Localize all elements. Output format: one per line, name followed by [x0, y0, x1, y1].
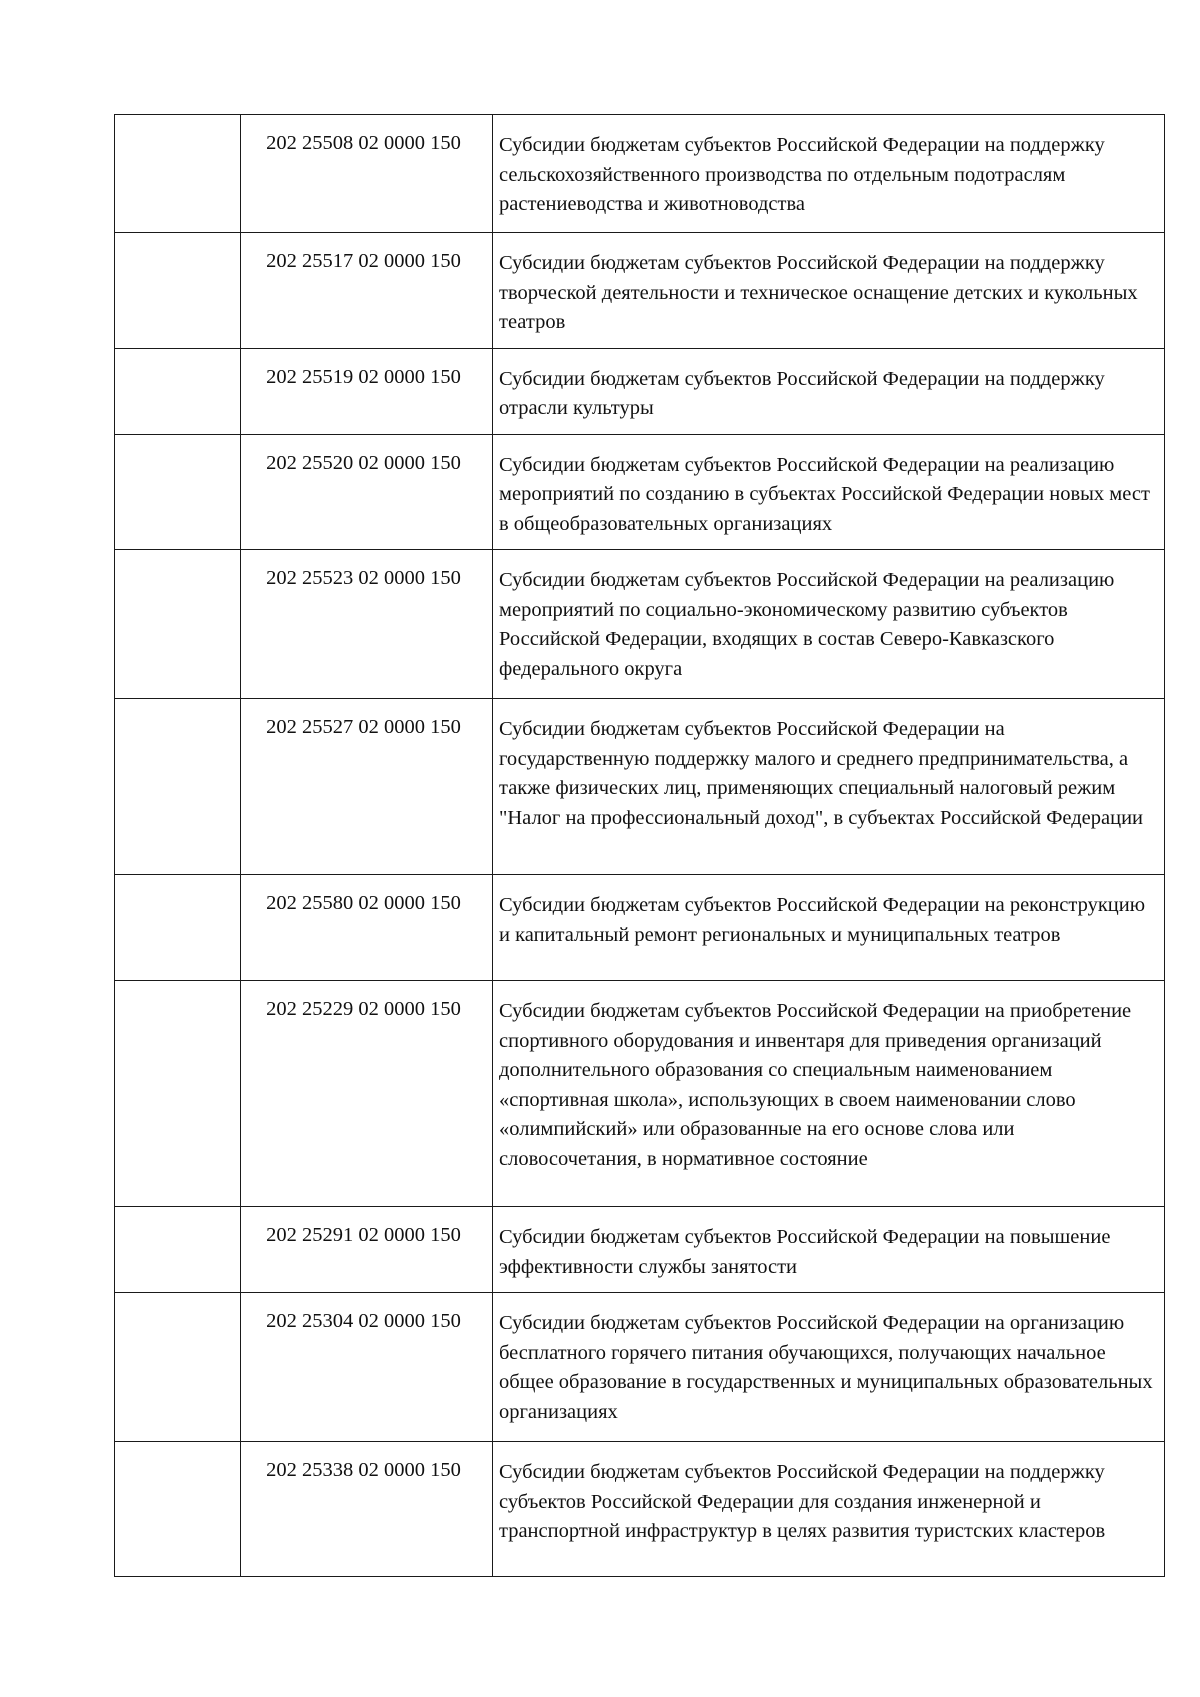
budget-code: 202 25229 02 0000 150 [241, 981, 493, 1207]
empty-cell [115, 233, 241, 349]
budget-code: 202 25508 02 0000 150 [241, 115, 493, 233]
budget-code: 202 25519 02 0000 150 [241, 348, 493, 434]
table-row [115, 981, 1165, 1207]
row-description: Субсидии бюджетам субъектов Российской Федерации на реконструкцию и капитальный ремонт региональных и муниципальных театров [493, 875, 1165, 981]
table-row [115, 348, 1165, 434]
table-row [115, 1207, 1165, 1293]
budget-code: 202 25517 02 0000 150 [241, 233, 493, 349]
table-row [115, 875, 1165, 981]
table-row [115, 115, 1165, 233]
table-body [115, 115, 1165, 1577]
empty-cell [115, 348, 241, 434]
budget-code: 202 25304 02 0000 150 [241, 1293, 493, 1442]
table-row [115, 699, 1165, 875]
empty-cell [115, 434, 241, 550]
budget-code: 202 25291 02 0000 150 [241, 1207, 493, 1293]
empty-cell [115, 875, 241, 981]
row-description: Субсидии бюджетам субъектов Российской Федерации на реализацию мероприятий по социально-экономическому развитию субъектов Российской Федерации, входящих в состав Северо-Кавказского федерального округа [493, 550, 1165, 699]
empty-cell [115, 550, 241, 699]
row-description: Субсидии бюджетам субъектов Российской Федерации на государственную поддержку малого и среднего предпринимательства, а также физических лиц, применяющих специальный налоговый режим "Налог на профессиональный доход", в субъектах Российской Федерации [493, 699, 1165, 875]
row-description: Субсидии бюджетам субъектов Российской Федерации на повышение эффективности службы занятости [493, 1207, 1165, 1293]
budget-code: 202 25338 02 0000 150 [241, 1442, 493, 1577]
row-description: Субсидии бюджетам субъектов Российской Федерации на поддержку субъектов Российской Федерации для создания инженерной и транспортной инфраструктур в целях развития туристских кластеров [493, 1442, 1165, 1577]
row-description: Субсидии бюджетам субъектов Российской Федерации на поддержку сельскохозяйственного производства по отдельным подотраслям растениеводства и животноводства [493, 115, 1165, 233]
table-row [115, 434, 1165, 550]
row-description: Субсидии бюджетам субъектов Российской Федерации на организацию бесплатного горячего питания обучающихся, получающих начальное общее образование в государственных и муниципальных образовательных организациях [493, 1293, 1165, 1442]
row-description: Субсидии бюджетам субъектов Российской Федерации на реализацию мероприятий по созданию в субъектах Российской Федерации новых мест в общеобразовательных организациях [493, 434, 1165, 550]
budget-code-table [114, 114, 1165, 1577]
empty-cell [115, 1207, 241, 1293]
empty-cell [115, 1293, 241, 1442]
table-row [115, 1442, 1165, 1577]
row-description: Субсидии бюджетам субъектов Российской Федерации на поддержку отрасли культуры [493, 348, 1165, 434]
row-description: Субсидии бюджетам субъектов Российской Федерации на приобретение спортивного оборудования и инвентаря для приведения организаций дополнительного образования со специальным наименованием «спортивная школа», использующих в своем наименовании слово «олимпийский» или образованные на его основе слова или словосочетания, в нормативное состояние [493, 981, 1165, 1207]
row-description: Субсидии бюджетам субъектов Российской Федерации на поддержку творческой деятельности и техническое оснащение детских и кукольных театров [493, 233, 1165, 349]
empty-cell [115, 115, 241, 233]
empty-cell [115, 981, 241, 1207]
table-row [115, 233, 1165, 349]
empty-cell [115, 699, 241, 875]
empty-cell [115, 1442, 241, 1577]
budget-code: 202 25520 02 0000 150 [241, 434, 493, 550]
table-row [115, 550, 1165, 699]
budget-code: 202 25580 02 0000 150 [241, 875, 493, 981]
budget-code: 202 25523 02 0000 150 [241, 550, 493, 699]
budget-code: 202 25527 02 0000 150 [241, 699, 493, 875]
table-row [115, 1293, 1165, 1442]
